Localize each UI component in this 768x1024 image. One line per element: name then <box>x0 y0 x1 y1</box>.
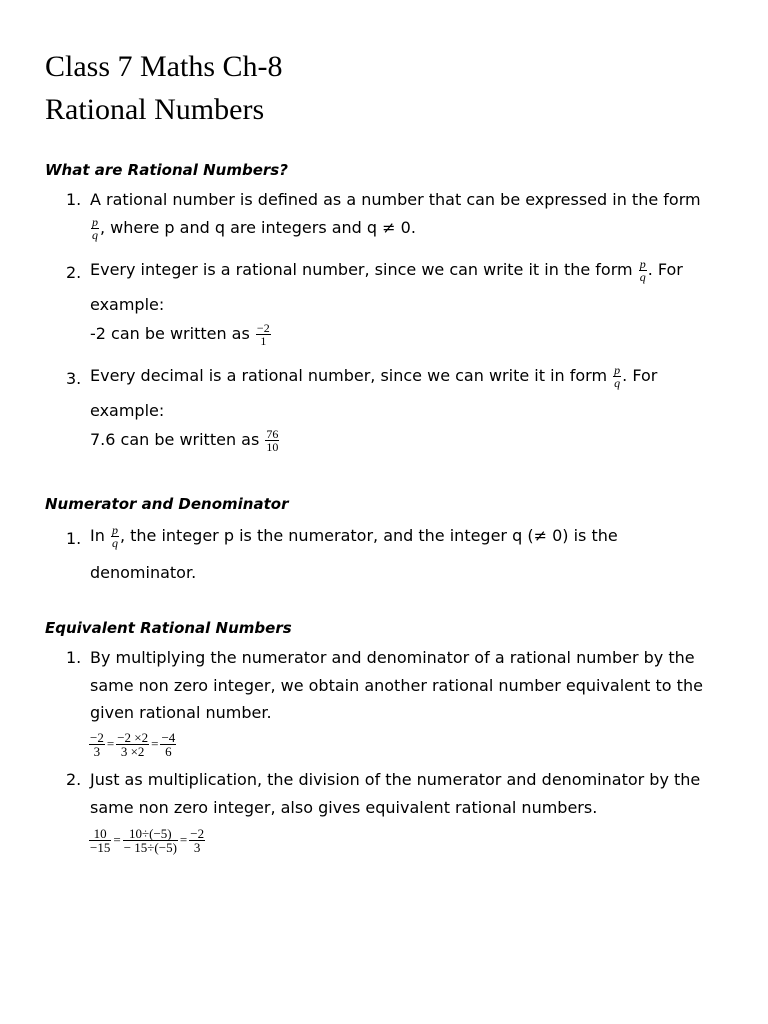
list-number: 2. <box>66 263 82 282</box>
fraction-p-over-q: $\frac{p}{q}$ <box>111 523 118 550</box>
list-item-text: example: <box>90 295 165 314</box>
list-number: 1. <box>66 529 82 548</box>
page-title-line-1: Class 7 Maths Ch-8 <box>45 50 283 83</box>
fraction-p-over-q: $\frac{p}{q}$ <box>92 215 98 242</box>
list-item-text: A rational number is defined as a number that can be expressed in the form <box>90 190 701 209</box>
fraction: $\frac{-2 \times 2}{3 \times 2}$ <box>117 729 149 759</box>
list-number: 3. <box>66 369 82 388</box>
fraction: $\frac{-2}{3}$ <box>190 825 205 855</box>
list-item-text: Just as multiplication, the division of the numerator and denominator by the <box>90 770 701 789</box>
list-item-text: $\frac{p}{q}$ , where p and q are integers and q ≠ 0. <box>92 215 416 242</box>
list-number: 2. <box>66 770 82 789</box>
list-item-text: Every decimal is a rational number, since we can write it in form $\frac{p}{q}$ . For <box>90 363 658 390</box>
equals-sign: = <box>151 736 159 751</box>
example-text: -2 can be written as $\frac{-2}{1}$ <box>90 321 270 348</box>
list-item-text: Every integer is a rational number, since we can write it in the form $\frac{p}{q}$ . For <box>90 257 683 284</box>
list-item-text: example: <box>90 401 165 420</box>
equals-sign: = <box>179 832 188 847</box>
list-number: 1. <box>66 648 82 667</box>
equals-sign: = <box>113 832 121 847</box>
equation-division <box>88 826 206 854</box>
fraction: $\frac{10\div(-5)}{- 15\div(-5)}$ <box>123 825 177 855</box>
fraction-example: $\frac{-2}{1}$ <box>256 321 270 348</box>
list-item-text: By multiplying the numerator and denominator of a rational number by the <box>90 648 695 667</box>
fraction-p-over-q: $\frac{p}{q}$ <box>639 257 646 284</box>
example-text: 7.6 can be written as $\frac{76}{10}$ <box>90 427 279 454</box>
list-item-text: same non zero integer, also gives equivalent rational numbers. <box>90 798 598 817</box>
list-item-text: same non zero integer, we obtain another rational number equivalent to the <box>90 676 703 695</box>
list-number: 1. <box>66 190 82 209</box>
section-heading-equivalent-rational-numbers: Equivalent Rational Numbers <box>45 619 292 637</box>
list-item-text: denominator. <box>90 563 197 582</box>
fraction: $\frac{-4}{6}$ <box>161 729 176 759</box>
fraction: $\frac{10}{-15}$ <box>90 825 111 855</box>
equation-multiplication <box>88 730 177 758</box>
list-item-text: given rational number. <box>90 703 272 722</box>
list-item-text: In $\frac{p}{q}$ , the integer p is the numerator, and the integer q (≠ 0) is the <box>90 523 618 550</box>
section-heading-what-are-rational-numbers: What are Rational Numbers? <box>45 161 288 179</box>
fraction: $\frac{-2}{3}$ <box>90 729 104 759</box>
fraction-p-over-q: $\frac{p}{q}$ <box>614 363 621 390</box>
section-heading-numerator-and-denominator: Numerator and Denominator <box>45 495 289 513</box>
fraction-example: $\frac{76}{10}$ <box>266 427 279 454</box>
equals-sign: = <box>106 736 115 751</box>
page-title-line-2: Rational Numbers <box>45 93 265 126</box>
